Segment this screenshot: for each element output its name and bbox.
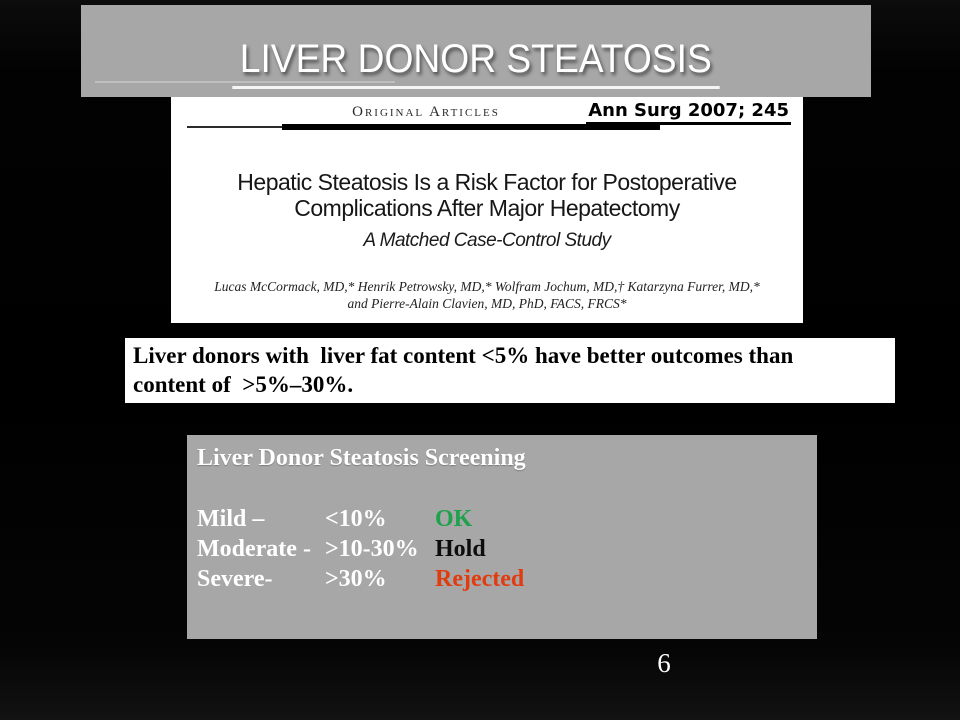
article-authors-line1: Lucas McCormack, MD,* Henrik Petrowsky, MD,* Wolfram Jochum, MD,† Katarzyna Furrer, MD,*	[214, 279, 760, 294]
screening-status: Hold	[435, 536, 486, 562]
statement-box	[125, 338, 895, 403]
article-citation: Ann Surg 2007; 245	[586, 100, 791, 125]
article-title-line1: Hepatic Steatosis Is a Risk Factor for Postoperative	[237, 169, 737, 195]
article-title-line2: Complications After Major Hepatectomy	[294, 195, 680, 221]
screening-row-mild	[197, 504, 807, 534]
article-section-label: Original Articles	[352, 104, 500, 120]
screening-row-severe	[197, 564, 807, 594]
article-rule-thick	[282, 124, 660, 130]
journal-article-clipping	[171, 97, 803, 323]
screening-grade: Moderate -	[197, 536, 311, 562]
screening-range: >10-30%	[325, 536, 419, 562]
screening-grade: Mild –	[197, 506, 265, 532]
article-title	[171, 169, 803, 221]
article-rule-thin	[187, 126, 282, 128]
screening-box	[187, 435, 817, 639]
statement-line1: Liver donors with liver fat content <5% have better outcomes than	[133, 343, 794, 368]
statement-line2: content of >5%–30%.	[133, 372, 354, 397]
screening-status: Rejected	[435, 566, 525, 592]
article-authors-line2: and Pierre-Alain Clavien, MD, PhD, FACS, FRCS*	[347, 296, 627, 311]
page-number: 6	[657, 648, 671, 678]
screening-status: OK	[435, 506, 473, 532]
screening-title: Liver Donor Steatosis Screening	[197, 445, 526, 471]
screening-grade: Severe-	[197, 566, 273, 592]
screening-rows	[197, 504, 807, 594]
screening-row-moderate	[197, 534, 807, 564]
article-subtitle: A Matched Case-Control Study	[363, 230, 611, 251]
article-authors	[171, 278, 803, 312]
screening-range: >30%	[325, 566, 387, 592]
slide-title: LIVER DONOR STEATOSIS	[233, 37, 720, 89]
statement-text	[133, 341, 887, 399]
title-bar	[81, 5, 871, 97]
screening-range: <10%	[325, 506, 387, 532]
